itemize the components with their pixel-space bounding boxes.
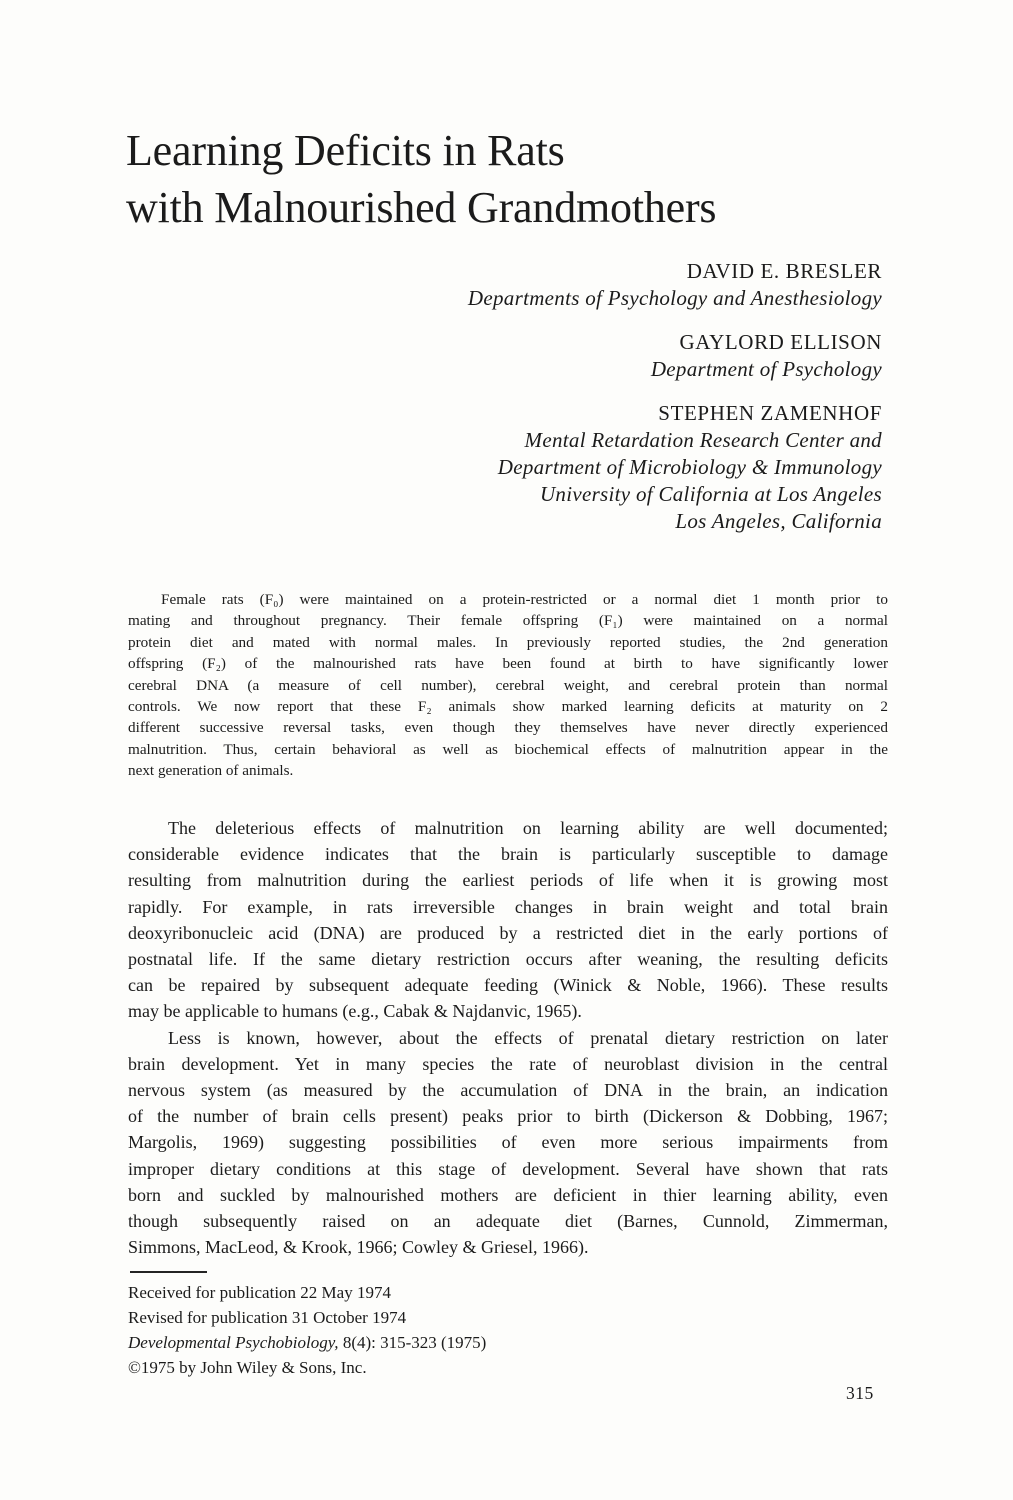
revised-date-line: Revised for publication 31 October 1974: [128, 1308, 407, 1327]
body-paragraph-1: [128, 815, 888, 1025]
body-line: resulting from malnutrition during the earliest periods of life when it is growing most: [128, 870, 888, 891]
body-line: The deleterious effects of malnutrition on learning ability are well documented;: [168, 818, 888, 838]
body-line: Less is known, however, about the effects of prenatal dietary restriction on later: [168, 1027, 888, 1048]
abstract-line: cerebral DNA (a measure of cell number), cerebral weight, and cerebral protein than normal: [128, 676, 888, 694]
journal-issue-pages: 8(4): 315-323 (1975): [338, 1333, 487, 1352]
body-line: Margolis, 1969) suggesting possibilities of even more serious impairments from: [128, 1132, 888, 1153]
body-line: may be applicable to humans (e.g., Cabak & Najdanvic, 1965).: [128, 1001, 582, 1022]
affiliation-line: Departments of Psychology and Anesthesiology: [467, 286, 882, 310]
body-line: postnatal life. If the same dietary restriction occurs after weaning, the resulting deficits: [128, 949, 888, 970]
affiliation-line: Los Angeles, California: [675, 509, 882, 533]
author-group: [468, 329, 882, 383]
received-date-line: Received for publication 22 May 1974: [128, 1283, 391, 1302]
journal-citation-line: [128, 1330, 728, 1355]
affiliation-line: Mental Retardation Research Center and: [524, 428, 882, 452]
affiliation-line: Department of Microbiology & Immunology: [497, 455, 882, 479]
body-line: brain development. Yet in many species the rate of neuroblast division in the central: [128, 1053, 888, 1074]
body-line: can be repaired by subsequent adequate feeding (Winick & Noble, 1966). These results: [128, 975, 888, 996]
abstract-line: Female rats (F₀) were maintained on a protein-restricted or a normal diet 1 month prior to: [161, 591, 888, 608]
abstract-line: controls. We now report that these F₂ animals show marked learning deficits at maturity on 2: [128, 698, 888, 716]
body-line: improper dietary conditions at this stage of development. Several have shown that rats: [128, 1158, 888, 1179]
author-name: DAVID E. BRESLER: [686, 259, 882, 283]
abstract: [128, 589, 888, 782]
abstract-line: different successive reversal tasks, even though they themselves have never directly experienced: [128, 719, 888, 737]
body-line: though subsequently raised on an adequate diet (Barnes, Cunnold, Zimmerman,: [128, 1211, 888, 1232]
body-paragraph-2: [128, 1025, 888, 1261]
body-line: Simmons, MacLeod, & Krook, 1966; Cowley & Griesel, 1966).: [128, 1237, 589, 1258]
author-name: STEPHEN ZAMENHOF: [658, 401, 882, 425]
author-group: [468, 400, 882, 535]
affiliation-line: University of California at Los Angeles: [539, 482, 882, 506]
body-line: deoxyribonucleic acid (DNA) are produced by a restricted diet in the early portions of: [128, 922, 888, 943]
body-line: of the number of brain cells present) peaks prior to birth (Dickerson & Dobbing, 1967;: [128, 1106, 888, 1127]
author-affiliation: [468, 356, 882, 383]
abstract-line: next generation of animals.: [128, 762, 294, 780]
page-title-line: with Malnourished Grandmothers: [126, 183, 717, 232]
body-line: nervous system (as measured by the accumulation of DNA in the brain, an indication: [128, 1080, 888, 1101]
page-title: [126, 122, 886, 236]
author-affiliation: [468, 285, 882, 312]
page-title-line: Learning Deficits in Rats: [126, 126, 565, 175]
author-block: [468, 258, 882, 552]
abstract-line: protein diet and mated with normal males. In previously reported studies, the 2nd generation: [128, 633, 888, 651]
page-number: 315: [846, 1383, 874, 1403]
body-line: rapidly. For example, in rats irreversible changes in brain weight and total brain: [128, 896, 888, 917]
abstract-line: mating and throughout pregnancy. Their female offspring (F₁) were maintained on a normal: [128, 612, 888, 630]
body-line: considerable evidence indicates that the brain is particularly susceptible to damage: [128, 844, 888, 865]
body-text: [128, 815, 888, 1260]
author-group: [468, 258, 882, 312]
affiliation-line: Department of Psychology: [650, 357, 882, 381]
abstract-line: offspring (F₂) of the malnourished rats have been found at birth to have significantly lower: [128, 655, 888, 673]
body-line: born and suckled by malnourished mothers are deficient in thier learning ability, even: [128, 1184, 888, 1205]
abstract-line: malnutrition. Thus, certain behavioral as well as biochemical effects of malnutrition appear in the: [128, 740, 888, 758]
journal-name: Developmental Psychobiology,: [128, 1333, 339, 1352]
footnote: [128, 1280, 728, 1380]
author-name: GAYLORD ELLISON: [679, 330, 882, 354]
copyright-line: ©1975 by John Wiley & Sons, Inc.: [128, 1358, 367, 1377]
author-affiliation: [468, 427, 882, 535]
footnote-divider: [130, 1271, 207, 1273]
